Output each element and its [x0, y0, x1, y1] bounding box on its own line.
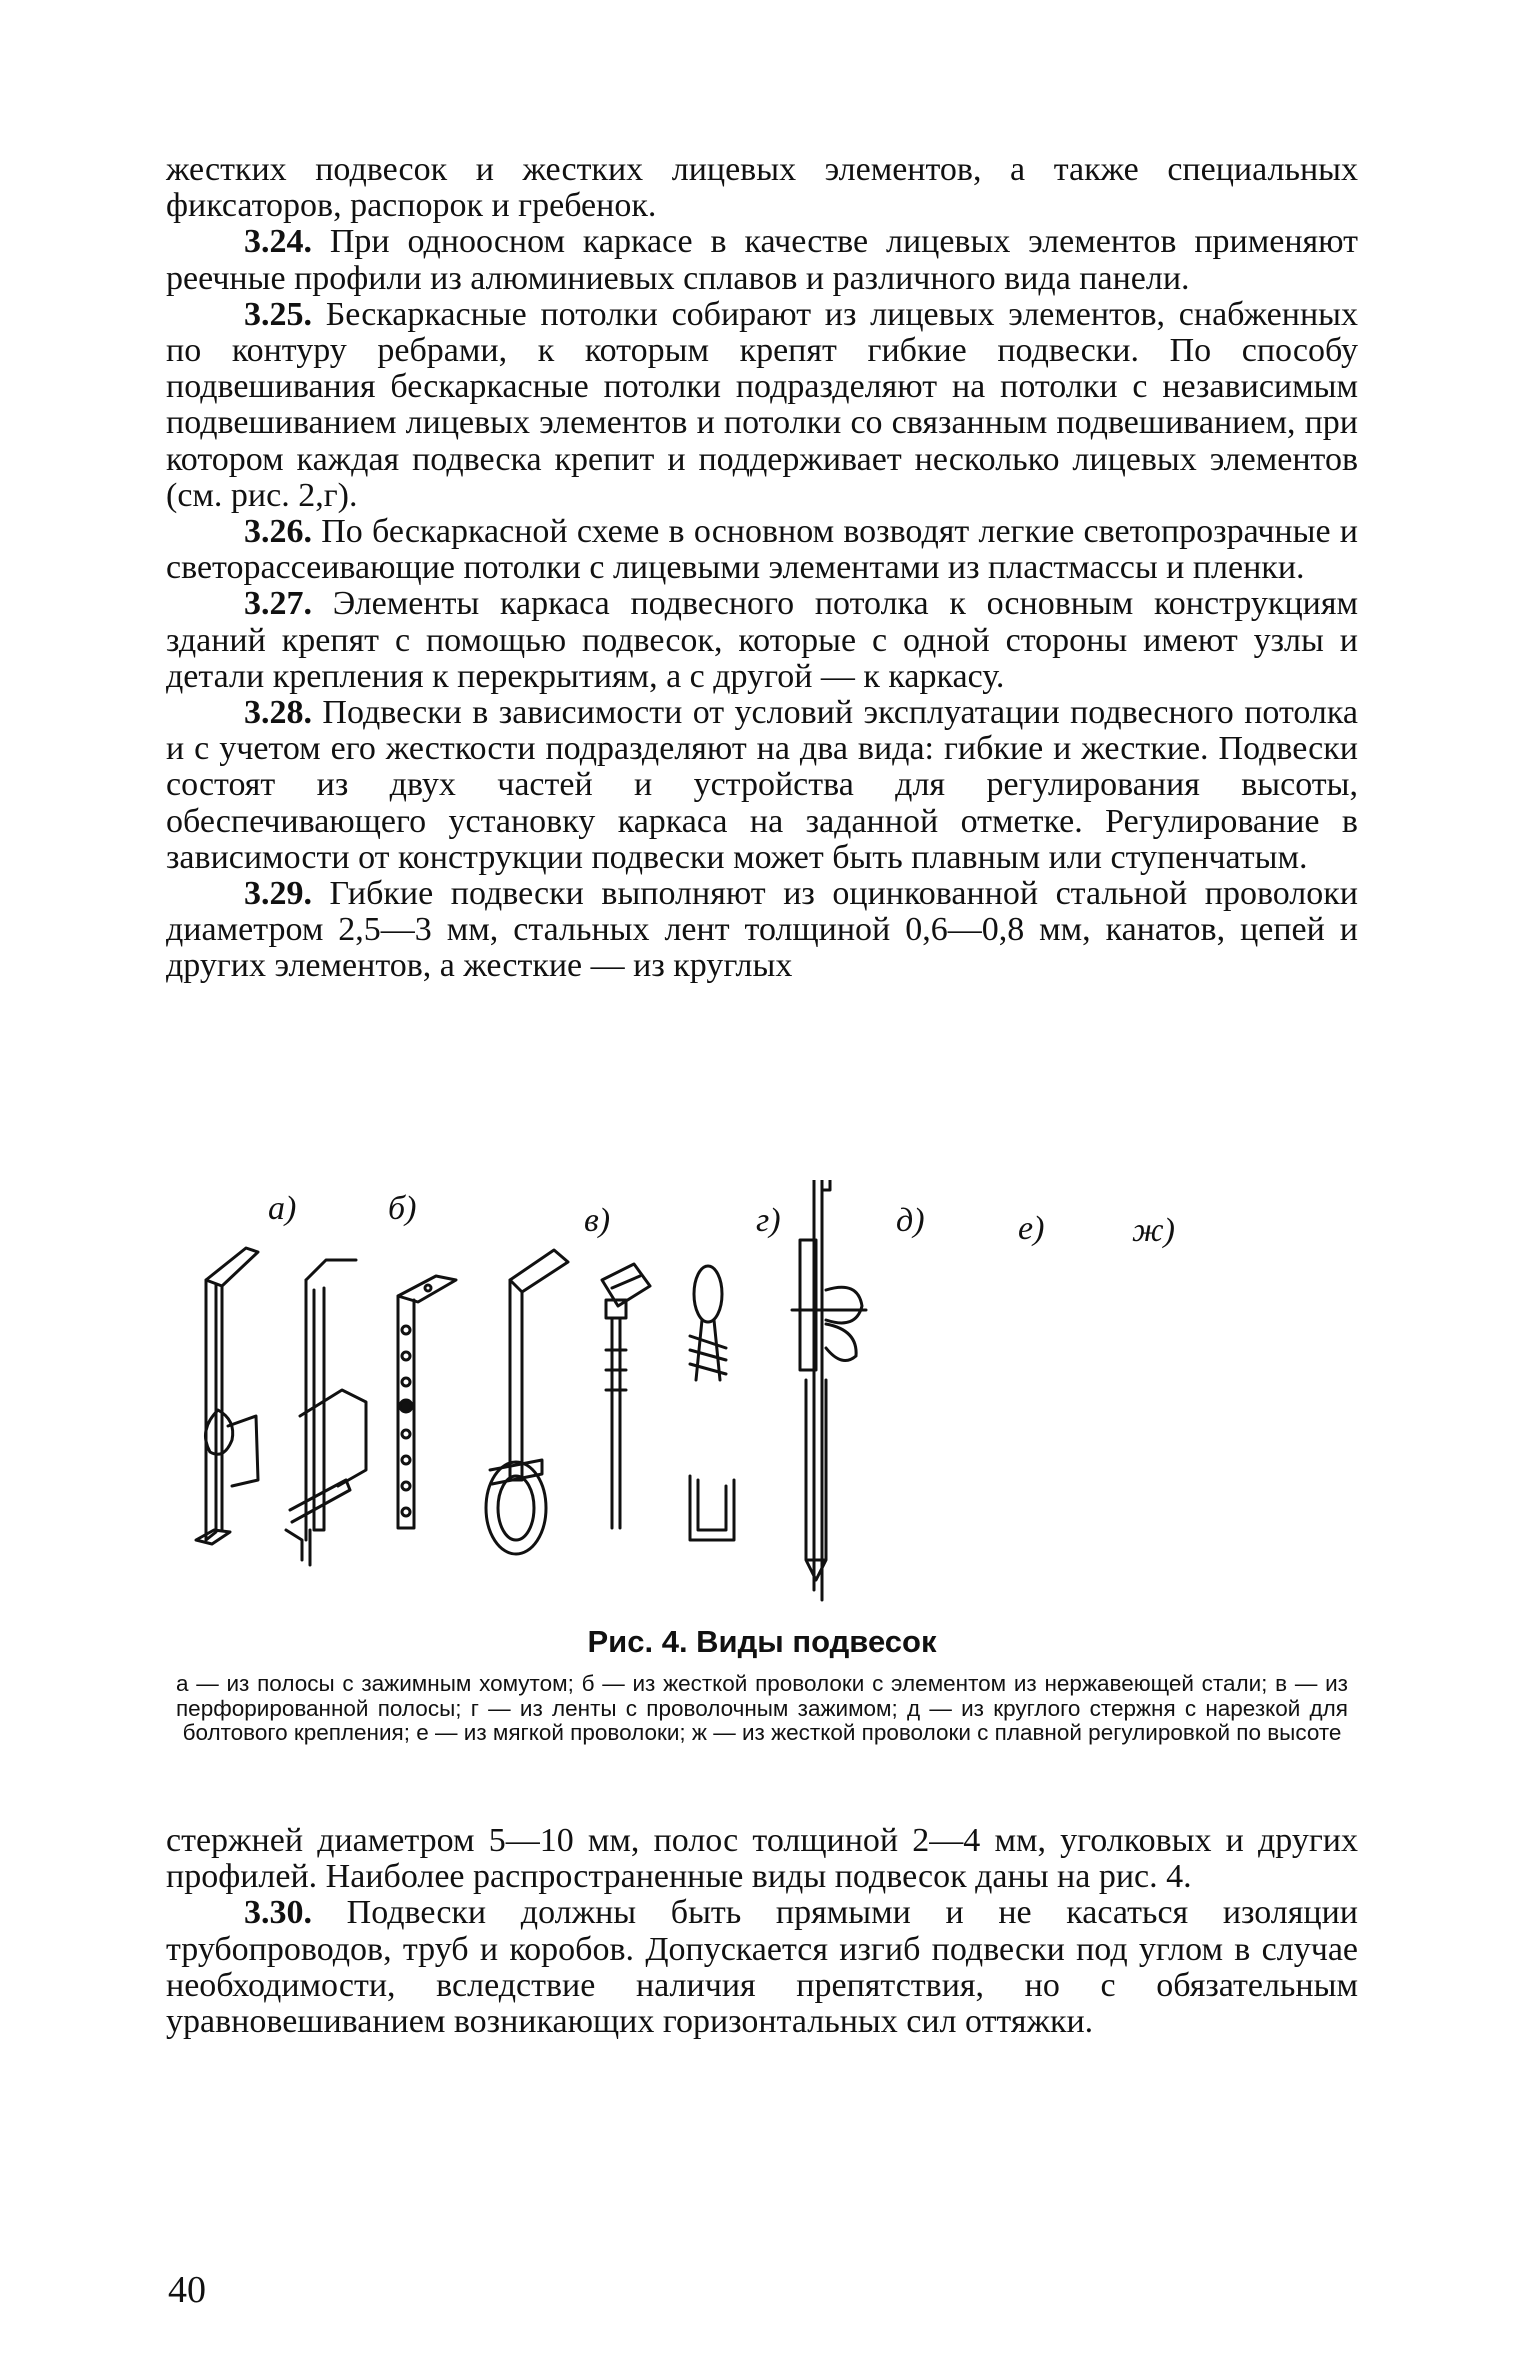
- figure-hangers: [166, 1180, 1358, 1610]
- hanger-zh-adjustable-wire: [792, 1180, 866, 1600]
- body-text-top: [166, 152, 1358, 985]
- figure-label-d: д): [896, 1202, 925, 1239]
- paragraph-3-28: 3.28. Подвески в зависимости от условий эксплуатации подвесного потолка и с учетом его жесткости подразделяют на два вида: гибкие и жесткие. Подвески состоят из двух частей и устройства для регулирования высоты, обеспечивающего установку каркаса на заданной отметке. Регулирование в зависимости от конструкции подвески может быть плавным или ступенчатым.: [166, 694, 1358, 876]
- figure-label-e: е): [1018, 1210, 1045, 1247]
- page-number: 40: [168, 2269, 206, 2311]
- figure-label-zh: ж): [1132, 1212, 1175, 1249]
- paragraph-3-27: 3.27. Элементы каркаса подвесного потолка к основным конструкциям зданий крепят с помощью подвесок, которые с одной стороны имеют узлы и детали крепления к перекрытиям, а с другой — к каркасу.: [166, 585, 1358, 695]
- figure-label-v: в): [584, 1202, 611, 1239]
- hanger-d-threaded-rod: [602, 1264, 650, 1528]
- hanger-g-tape: [486, 1250, 568, 1554]
- figure-label-a: а): [268, 1190, 297, 1227]
- hanger-a-strip-clamp: [196, 1248, 258, 1544]
- paragraph-3-30: 3.30. Подвески должны быть прямыми и не касаться изоляции трубопроводов, труб и коробов. Допускается изгиб подвески под углом в случае необходимости, вследствие наличия препятствия, но с обязательным уравновешиванием возникающих горизонтальных сил оттяжки.: [166, 1894, 1358, 2041]
- paragraph: стержней диаметром 5—10 мм, полос толщиной 2—4 мм, уголковых и других профилей. Наиболее распространенные виды подвесок даны на рис. 4.: [166, 1822, 1358, 1896]
- paragraph-3-24: 3.24. При одноосном каркасе в качестве лицевых элементов применяют реечные профили из алюминиевых сплавов и различного вида панели.: [166, 223, 1358, 297]
- hanger-v-perforated-strip: [398, 1276, 456, 1528]
- hanger-b-wire: [286, 1260, 366, 1565]
- hanger-e-soft-wire: [690, 1266, 734, 1540]
- paragraph: жестких подвесок и жестких лицевых элементов, а также специальных фиксаторов, распорок и гребенок.: [166, 151, 1358, 225]
- figure-label-g: г): [756, 1202, 781, 1239]
- figure-caption: а — из полосы с зажимным хомутом; б — из жесткой проволоки с элементом из нержавеющей стали; в — из перфорированной полосы; г — из ленты с проволочным зажимом; д — из круглого стержня с нарезкой для болтового крепления; е — из мягкой проволоки; ж — из жесткой проволоки с плавной регулировкой по высоте: [176, 1671, 1348, 1745]
- body-text-bottom: [166, 1823, 1358, 2040]
- figure-drawings: [166, 1180, 1358, 1610]
- paragraph-3-25: 3.25. Бескаркасные потолки собирают из лицевых элементов, снабженных по контуру ребрами, к которым крепят гибкие подвески. По способу подвешивания бескаркасные потолки подразделяют на потолки с независимым подвешиванием лицевых элементов и потолки со связанным подвешиванием, при котором каждая подвеска крепит и поддерживает несколько лицевых элементов (см. рис. 2,г).: [166, 295, 1358, 514]
- figure-label-b: б): [388, 1190, 417, 1227]
- paragraph-3-29: 3.29. Гибкие подвески выполняют из оцинкованной стальной проволоки диаметром 2,5—3 мм, стальных лент толщиной 0,6—0,8 мм, канатов, цепей и других элементов, а жесткие — из круглых: [166, 875, 1358, 985]
- paragraph-3-26: 3.26. По бескаркасной схеме в основном возводят легкие светопрозрачные и светорассеивающие потолки с лицевыми элементами из пластмассы и пленки.: [166, 513, 1358, 587]
- figure-title: Рис. 4. Виды подвесок: [587, 1624, 937, 1659]
